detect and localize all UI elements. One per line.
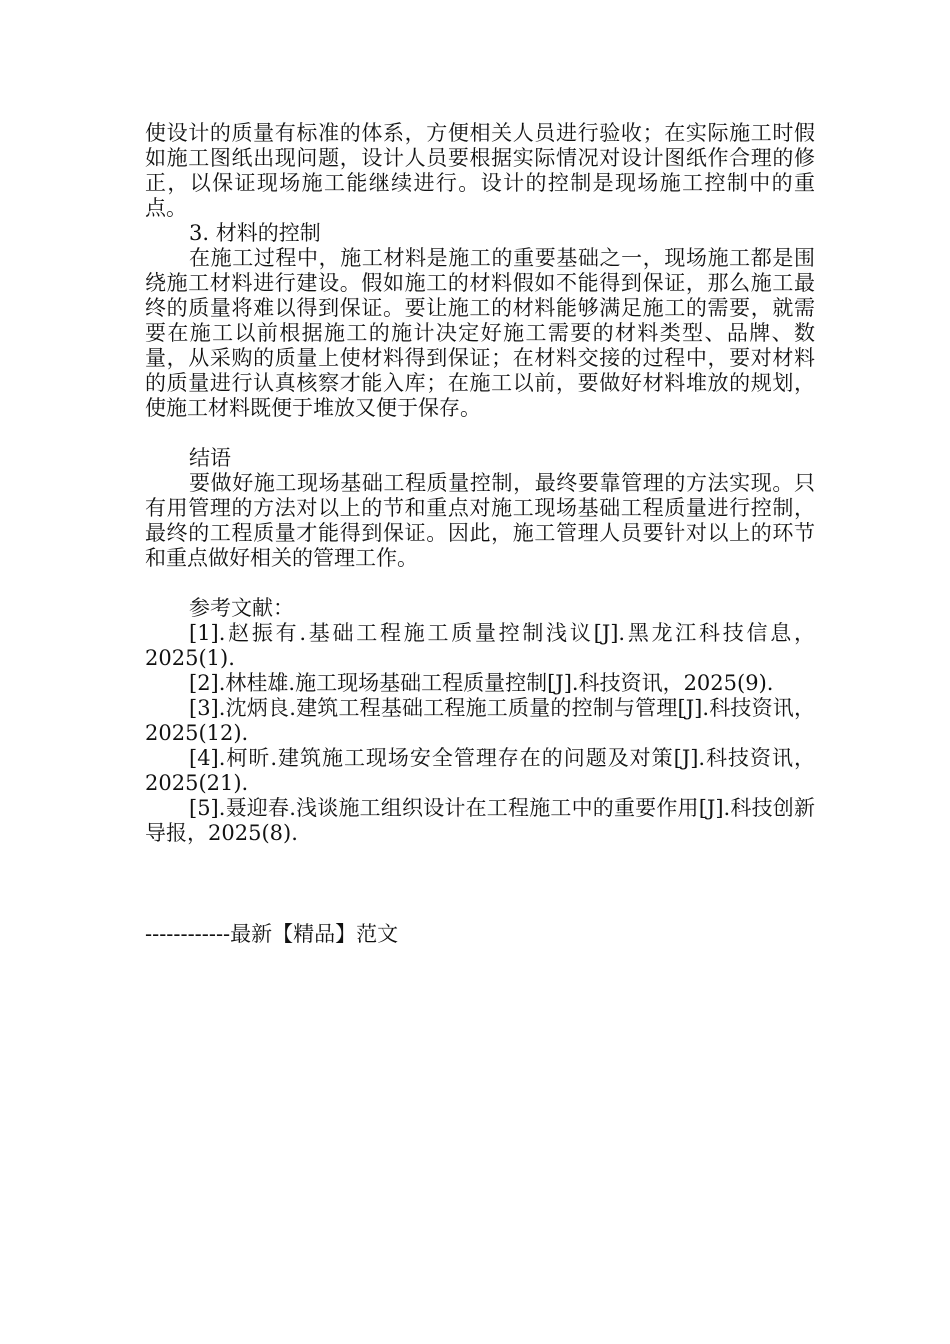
references-heading: 参考文献：: [189, 596, 294, 620]
paragraph-spacer: [145, 421, 815, 446]
reference-item: [4].柯昕.建筑施工现场安全管理存在的问题及对策[J].科技资讯，2025(21).: [145, 746, 815, 795]
reference-item: [3].沈炳良.建筑工程基础工程施工质量的控制与管理[J].科技资讯，2025(12).: [145, 696, 815, 745]
reference-item: [1].赵振有.基础工程施工质量控制浅议[J].黑龙江科技信息，2025(1).: [145, 621, 815, 670]
reference-item: [2].林桂雄.施工现场基础工程质量控制[J].科技资讯，2025(9).: [189, 671, 774, 695]
conclusion-paragraph: 要做好施工现场基础工程质量控制，最终要靠管理的方法实现。只有用管理的方法对以上的节和重点对施工现场基础工程质量进行控制，最终的工程质量才能得到保证。因此，施工管理人员要针对以上的环节和重点做好相关的管理工作。: [145, 471, 815, 570]
design-control-paragraph: 使设计的质量有标准的体系，方便相关人员进行验收；在实际施工时假如施工图纸出现问题，设计人员要根据实际情况对设计图纸作合理的修正，以保证现场施工能继续进行。设计的控制是现场施工控制中的重点。: [145, 121, 815, 220]
conclusion-heading: 结语: [189, 446, 231, 470]
material-control-paragraph: 在施工过程中，施工材料是施工的重要基础之一，现场施工都是围绕施工材料进行建设。假如施工的材料假如不能得到保证，那么施工最终的质量将难以得到保证。要让施工的材料能够满足施工的需要，就需要在施工以前根据施工的施计决定好施工需要的材料类型、品牌、数量，从采购的质量上使材料得到保证；在材料交接的过程中，要对材料的质量进行认真核察才能入库；在施工以前，要做好材料堆放的规划，使施工材料既便于堆放又便于保存。: [145, 246, 815, 420]
paragraph-spacer: [145, 571, 815, 596]
reference-item: [5].聂迎春.浅谈施工组织设计在工程施工中的重要作用[J].科技创新导报，2025(8).: [145, 796, 815, 845]
section-3-heading: 3. 材料的控制: [189, 221, 321, 245]
document-body: [145, 121, 815, 846]
footer-label: ------------最新【精品】范文: [145, 922, 399, 946]
